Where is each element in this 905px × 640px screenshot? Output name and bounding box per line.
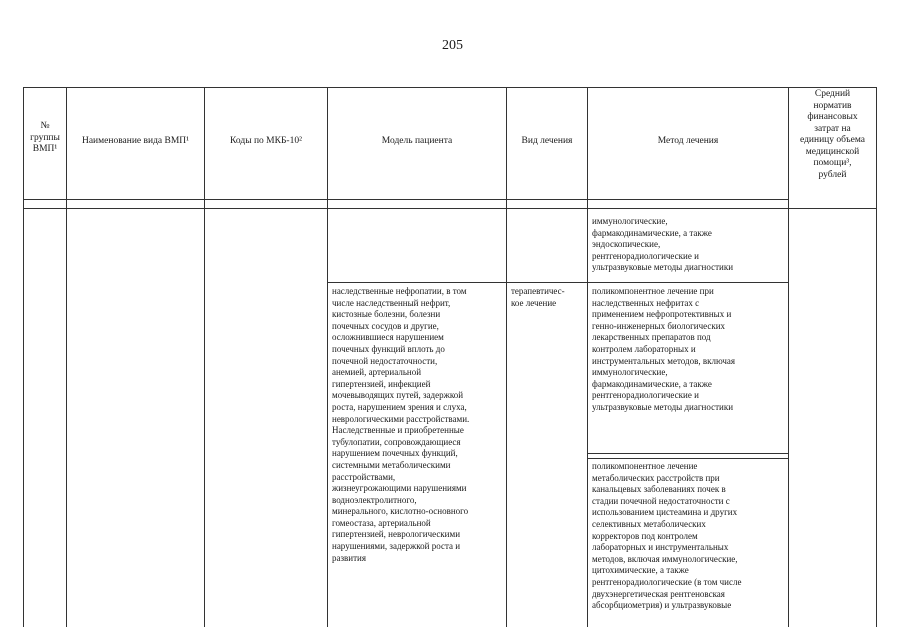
- col-sep-4: [506, 87, 507, 627]
- header-sub-line: [23, 208, 877, 209]
- treatment-type-cell: терапевтичес- кое лечение: [511, 286, 565, 308]
- header-treatment-type: Вид лечения: [521, 136, 573, 146]
- header-method: Метод лечения: [657, 136, 719, 146]
- header-model: Модель пациента: [381, 136, 453, 146]
- treatment-table: [23, 87, 877, 627]
- page-number: 205: [442, 38, 463, 53]
- col-sep-2: [204, 87, 205, 627]
- row-sep-1: [327, 282, 788, 283]
- row-sep-2: [587, 453, 788, 454]
- header-name: Наименование вида ВМП¹: [81, 136, 190, 146]
- header-number: № группы ВМП¹: [30, 121, 60, 154]
- row-sep-3: [587, 458, 788, 459]
- table-top-border: [23, 87, 877, 88]
- method-cell-tubulopathy: поликомпонентное лечение метаболических расстройств при канальцевых заболеваниях почек в стадии почечной недостаточности с использованием цистеамина и других селективных метаболических корректоров под контролем лабораторных и инструментальных методов, включая иммунологические, цитохимические, а также рентгенорадиологические (в том числе двухэнергетическая рентгеновская абсорбциометрия) и ультразвуковые: [592, 461, 742, 611]
- method-cell-continuation: иммунологические, фармакодинамические, а также эндоскопические, рентгенорадиологические и ультразвуковые методы диагностики: [592, 216, 734, 273]
- patient-model-cell: наследственные нефропатии, в том числе наследственный нефрит, кистозные болезни, болезни почечных сосудов и другие, осложнившиеся нарушением почечных функций вплоть до почечной недостаточности, анемией, артериальной гипертензией, инфекцией мочевыводящих путей, задержкой роста, нарушением зрения и слуха, неврологическими расстройствами. Наследственные и приобретенные тубулопатии, сопровождающиеся нарушением почечных функций, системными метаболическими расстройствами, жизнеугрожающими нарушениями водноэлектролитного, минерального, кислотно-основного гомеостаза, артериальной гипертензией, неврологическими нарушениями, задержкой роста и развития: [332, 286, 470, 563]
- table-left-border: [23, 87, 24, 627]
- header-bottom-line: [23, 199, 788, 200]
- header-cost: Средний норматив финансовых затрат на единицу объема медицинской помощи³, рублей: [799, 89, 866, 180]
- table-right-border: [876, 87, 877, 627]
- col-sep-5: [587, 87, 588, 627]
- method-cell-nephritis: поликомпонентное лечение при наследственных нефритах с применением нефропротективных и генно-инженерных биологических лекарственных препаратов под контролем лабораторных и инструментальных методов, включая иммунологические, фармакодинамические, а также рентгенорадиологические и ультразвуковые методы диагностики: [592, 286, 735, 412]
- header-codes: Коды по МКБ-10²: [230, 136, 302, 146]
- col-sep-1: [66, 87, 67, 627]
- col-sep-3: [327, 87, 328, 627]
